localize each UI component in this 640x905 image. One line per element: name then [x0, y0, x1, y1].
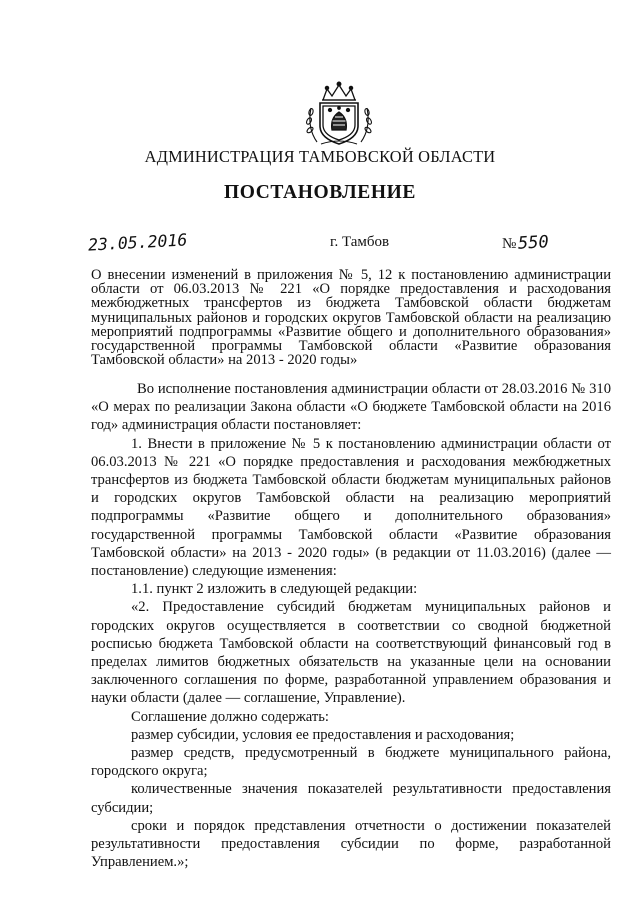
body-paragraph: количественные значения показателей результативности предоставления субсидии; — [91, 781, 611, 816]
organization-name: АДМИНИСТРАЦИЯ ТАМБОВСКОЙ ОБЛАСТИ — [144, 147, 496, 166]
document-body — [91, 380, 611, 871]
document-number — [502, 233, 549, 253]
body-paragraph: Во исполнение постановления администрации области от 28.03.2016 № 310 «О мерах по реализации Закона области «О бюджете Тамбовской области на 2016 год» администрация области постановляет: — [91, 381, 611, 434]
number-value: 550 — [517, 232, 550, 254]
subject-text: О внесении изменений в приложения № 5, 12 к постановлению администрации области от 06.03.2013 № 221 «О порядке предоставления и расходования межбюджетных трансфертов из бюджета Тамбовской области бюджетам муниципальных районов и городских округов Тамбовской области на реализацию мероприятий подпрограммы «Развитие общего и дополнительного образования» государственной программы Тамбовской области «Развитие образования Тамбовской области» на 2013 - 2020 годы» — [91, 267, 611, 369]
document-subject — [91, 268, 611, 367]
body-paragraph: размер субсидии, условия ее предоставления и расходования; — [131, 726, 515, 743]
body-paragraph: 1. Внести в приложение № 5 к постановлению администрации области от 06.03.2013 № 221 «О порядке предоставления и расходования межбюджетных трансфертов из бюджета Тамбовской области бюджетам муниципальных районов и городских округов Тамбовской области на реализацию мероприятий подпрограммы «Развитие общего и дополнительного образования» государственной программы Тамбовской области «Развитие образования Тамбовской области» на 2013 - 2020 годы» (в редакции от 11.03.2016) (далее — постановление) следующие изменения: — [91, 435, 611, 580]
body-paragraph: 1.1. пункт 2 изложить в следующей редакции: — [131, 581, 418, 598]
body-paragraph: «2. Предоставление субсидий бюджетам муниципальных районов и городских округов осуществляется в соответствии со сводной бюджетной росписью бюджета Тамбовской области на соответствующий финансовый год в пределах лимитов бюджетных обязательств на указанные цели на основании заключенного соглашения по форме, разработанной управлением образования и науки области (далее — соглашение, Управление). — [91, 599, 611, 707]
document-city: г. Тамбов — [330, 234, 390, 250]
number-sign: № — [502, 236, 517, 252]
body-paragraph: сроки и порядок представления отчетности о достижении показателей результативности предоставления субсидии по форме, разработанной Управлением.»; — [91, 817, 611, 871]
body-paragraph: размер средств, предусмотренный в бюджете муниципального района, городского округа; — [91, 745, 611, 780]
document-date: 23.05.2016 — [87, 230, 188, 255]
document-title: ПОСТАНОВЛЕНИЕ — [223, 182, 417, 203]
coat-of-arms-icon — [299, 80, 379, 146]
body-paragraph: Соглашение должно содержать: — [131, 708, 329, 725]
